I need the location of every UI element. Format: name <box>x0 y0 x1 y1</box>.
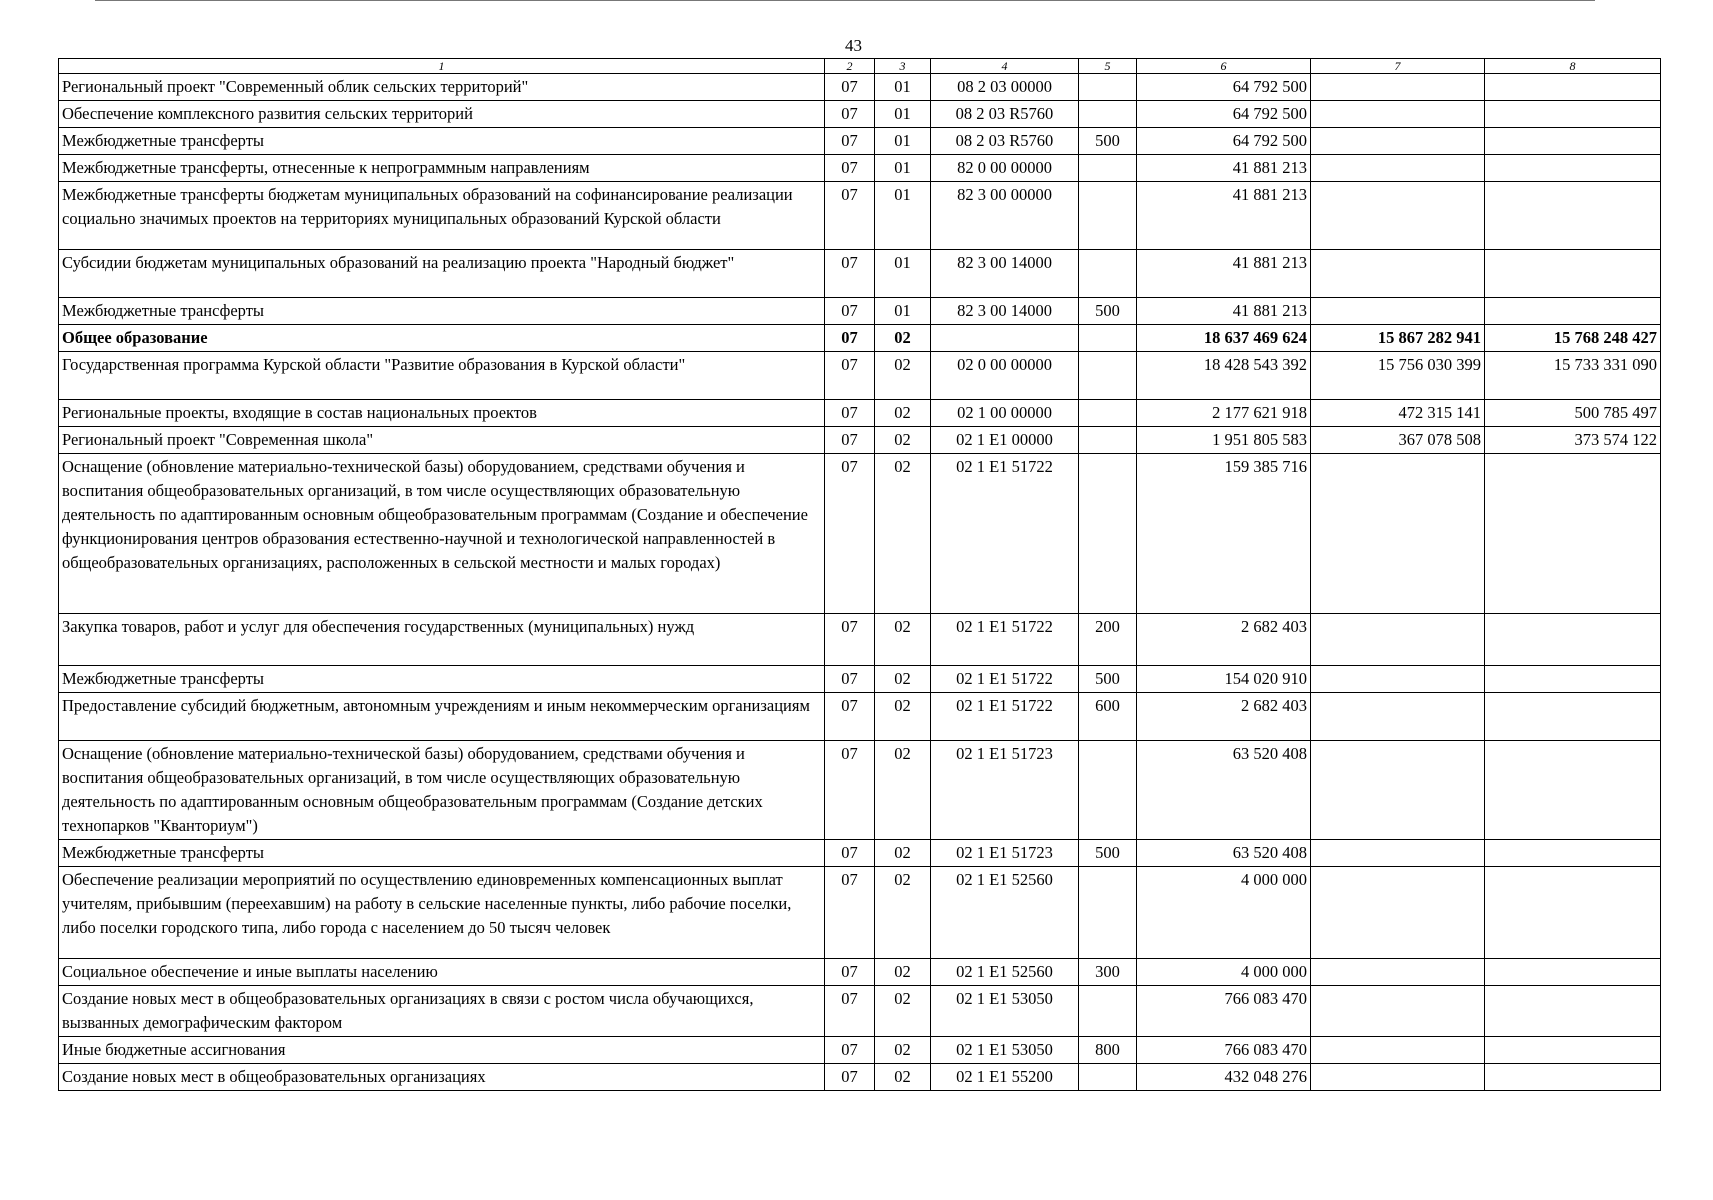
amount-col-8: 373 574 122 <box>1485 427 1661 454</box>
amount-col-8 <box>1485 959 1661 986</box>
column-header: 6 <box>1137 59 1311 74</box>
amount-col-8 <box>1485 182 1661 250</box>
subsection-code: 02 <box>875 1064 931 1091</box>
target-article-code: 02 1 E1 51722 <box>931 693 1079 741</box>
amount-col-6: 154 020 910 <box>1137 666 1311 693</box>
subsection-code: 02 <box>875 614 931 666</box>
column-header: 8 <box>1485 59 1661 74</box>
section-code: 07 <box>825 352 875 400</box>
table-row <box>59 325 1661 352</box>
expense-type-code <box>1079 352 1137 400</box>
amount-col-8 <box>1485 454 1661 614</box>
amount-col-7 <box>1311 250 1485 298</box>
expense-type-code: 500 <box>1079 840 1137 867</box>
amount-col-7 <box>1311 986 1485 1037</box>
section-code: 07 <box>825 867 875 959</box>
amount-col-6: 64 792 500 <box>1137 74 1311 101</box>
target-article-code: 02 1 E1 52560 <box>931 867 1079 959</box>
subsection-code: 02 <box>875 693 931 741</box>
expense-type-code <box>1079 867 1137 959</box>
table-row <box>59 298 1661 325</box>
column-header: 1 <box>59 59 825 74</box>
row-name: Межбюджетные трансферты <box>59 666 825 693</box>
row-name: Общее образование <box>59 325 825 352</box>
row-name: Создание новых мест в общеобразовательных организациях <box>59 1064 825 1091</box>
section-code: 07 <box>825 614 875 666</box>
table-row <box>59 666 1661 693</box>
target-article-code: 08 2 03 R5760 <box>931 101 1079 128</box>
row-name: Создание новых мест в общеобразовательных организациях в связи с ростом числа обучающихся, вызванных демографическим фактором <box>59 986 825 1037</box>
expense-type-code: 200 <box>1079 614 1137 666</box>
amount-col-8 <box>1485 155 1661 182</box>
amount-col-6: 2 177 621 918 <box>1137 400 1311 427</box>
table-row <box>59 182 1661 250</box>
target-article-code: 02 1 E1 52560 <box>931 959 1079 986</box>
section-code: 07 <box>825 155 875 182</box>
section-code: 07 <box>825 182 875 250</box>
amount-col-6: 64 792 500 <box>1137 101 1311 128</box>
amount-col-7 <box>1311 666 1485 693</box>
target-article-code: 82 3 00 14000 <box>931 298 1079 325</box>
table-row <box>59 128 1661 155</box>
amount-col-7: 472 315 141 <box>1311 400 1485 427</box>
amount-col-8: 15 733 331 090 <box>1485 352 1661 400</box>
section-code: 07 <box>825 1064 875 1091</box>
table-row <box>59 867 1661 959</box>
amount-col-8 <box>1485 693 1661 741</box>
target-article-code: 02 1 E1 51723 <box>931 840 1079 867</box>
row-name: Межбюджетные трансферты, отнесенные к непрограммным направлениям <box>59 155 825 182</box>
amount-col-7 <box>1311 1037 1485 1064</box>
target-article-code: 02 1 E1 51723 <box>931 741 1079 840</box>
target-article-code: 08 2 03 R5760 <box>931 128 1079 155</box>
column-header: 5 <box>1079 59 1137 74</box>
amount-col-8 <box>1485 128 1661 155</box>
amount-col-6: 2 682 403 <box>1137 614 1311 666</box>
table-row <box>59 614 1661 666</box>
amount-col-7 <box>1311 614 1485 666</box>
amount-col-7 <box>1311 741 1485 840</box>
table-row <box>59 840 1661 867</box>
subsection-code: 01 <box>875 101 931 128</box>
column-header: 2 <box>825 59 875 74</box>
table-row <box>59 986 1661 1037</box>
subsection-code: 02 <box>875 840 931 867</box>
row-name: Межбюджетные трансферты бюджетам муниципальных образований на софинансирование реализации социально значимых проектов на территориях муниципальных образований Курской области <box>59 182 825 250</box>
amount-col-6: 41 881 213 <box>1137 250 1311 298</box>
row-name: Региональный проект "Современный облик сельских территорий" <box>59 74 825 101</box>
target-article-code <box>931 325 1079 352</box>
subsection-code: 02 <box>875 666 931 693</box>
amount-col-6: 4 000 000 <box>1137 867 1311 959</box>
section-code: 07 <box>825 986 875 1037</box>
amount-col-6: 2 682 403 <box>1137 693 1311 741</box>
amount-col-6: 18 637 469 624 <box>1137 325 1311 352</box>
amount-col-7 <box>1311 959 1485 986</box>
amount-col-8 <box>1485 298 1661 325</box>
section-code: 07 <box>825 693 875 741</box>
amount-col-6: 1 951 805 583 <box>1137 427 1311 454</box>
subsection-code: 02 <box>875 1037 931 1064</box>
amount-col-8 <box>1485 986 1661 1037</box>
row-name: Обеспечение реализации мероприятий по осуществлению единовременных компенсационных выплат учителям, прибывшим (переехавшим) на работу в сельские населенные пункты, либо рабочие поселки, либо поселки городского типа, либо города с населением до 50 тысяч человек <box>59 867 825 959</box>
target-article-code: 02 1 E1 53050 <box>931 986 1079 1037</box>
amount-col-8 <box>1485 840 1661 867</box>
section-code: 07 <box>825 666 875 693</box>
table-row <box>59 1064 1661 1091</box>
row-name: Межбюджетные трансферты <box>59 298 825 325</box>
amount-col-6: 766 083 470 <box>1137 1037 1311 1064</box>
amount-col-7 <box>1311 74 1485 101</box>
amount-col-7: 15 756 030 399 <box>1311 352 1485 400</box>
section-code: 07 <box>825 741 875 840</box>
amount-col-8 <box>1485 101 1661 128</box>
subsection-code: 02 <box>875 325 931 352</box>
row-name: Иные бюджетные ассигнования <box>59 1037 825 1064</box>
amount-col-6: 41 881 213 <box>1137 298 1311 325</box>
expense-type-code <box>1079 101 1137 128</box>
target-article-code: 08 2 03 00000 <box>931 74 1079 101</box>
subsection-code: 02 <box>875 741 931 840</box>
column-header: 3 <box>875 59 931 74</box>
subsection-code: 01 <box>875 74 931 101</box>
target-article-code: 02 1 E1 55200 <box>931 1064 1079 1091</box>
subsection-code: 01 <box>875 155 931 182</box>
subsection-code: 01 <box>875 250 931 298</box>
amount-col-8 <box>1485 1064 1661 1091</box>
amount-col-6: 41 881 213 <box>1137 155 1311 182</box>
expense-type-code <box>1079 74 1137 101</box>
expense-type-code: 800 <box>1079 1037 1137 1064</box>
amount-col-8 <box>1485 1037 1661 1064</box>
expense-type-code <box>1079 454 1137 614</box>
row-name: Региональные проекты, входящие в состав национальных проектов <box>59 400 825 427</box>
subsection-code: 02 <box>875 867 931 959</box>
section-code: 07 <box>825 74 875 101</box>
section-code: 07 <box>825 325 875 352</box>
subsection-code: 02 <box>875 400 931 427</box>
row-name: Социальное обеспечение и иные выплаты населению <box>59 959 825 986</box>
amount-col-6: 63 520 408 <box>1137 741 1311 840</box>
amount-col-7: 15 867 282 941 <box>1311 325 1485 352</box>
row-name: Государственная программа Курской области "Развитие образования в Курской области" <box>59 352 825 400</box>
expense-type-code <box>1079 400 1137 427</box>
subsection-code: 01 <box>875 182 931 250</box>
table-row <box>59 959 1661 986</box>
target-article-code: 82 0 00 00000 <box>931 155 1079 182</box>
amount-col-6: 18 428 543 392 <box>1137 352 1311 400</box>
section-code: 07 <box>825 128 875 155</box>
target-article-code: 82 3 00 00000 <box>931 182 1079 250</box>
amount-col-6: 432 048 276 <box>1137 1064 1311 1091</box>
row-name: Межбюджетные трансферты <box>59 840 825 867</box>
row-name: Предоставление субсидий бюджетным, автономным учреждениям и иным некоммерческим организациям <box>59 693 825 741</box>
amount-col-7 <box>1311 101 1485 128</box>
target-article-code: 02 1 E1 51722 <box>931 454 1079 614</box>
amount-col-6: 4 000 000 <box>1137 959 1311 986</box>
subsection-code: 02 <box>875 454 931 614</box>
expense-type-code: 500 <box>1079 666 1137 693</box>
amount-col-7 <box>1311 155 1485 182</box>
section-code: 07 <box>825 454 875 614</box>
header-row <box>59 59 1661 74</box>
row-name: Обеспечение комплексного развития сельских территорий <box>59 101 825 128</box>
section-code: 07 <box>825 101 875 128</box>
target-article-code: 02 1 E1 00000 <box>931 427 1079 454</box>
table-row <box>59 155 1661 182</box>
amount-col-8 <box>1485 741 1661 840</box>
table-row <box>59 74 1661 101</box>
section-code: 07 <box>825 298 875 325</box>
subsection-code: 01 <box>875 128 931 155</box>
table-row <box>59 352 1661 400</box>
amount-col-8: 15 768 248 427 <box>1485 325 1661 352</box>
expense-type-code <box>1079 182 1137 250</box>
row-name: Оснащение (обновление материально-технической базы) оборудованием, средствами обучения и воспитания общеобразовательных организаций, в том числе осуществляющих образовательную деятельность по адаптированным основным общеобразовательным программам (Создание и обеспечение функционирования центров образования естественно-научной и технологической направленностей в общеобразовательных организациях, расположенных в сельской местности и малых городах) <box>59 454 825 614</box>
budget-table <box>58 58 1661 1091</box>
table-row <box>59 454 1661 614</box>
amount-col-8: 500 785 497 <box>1485 400 1661 427</box>
amount-col-7 <box>1311 182 1485 250</box>
table-row <box>59 400 1661 427</box>
amount-col-7 <box>1311 840 1485 867</box>
row-name: Закупка товаров, работ и услуг для обеспечения государственных (муниципальных) нужд <box>59 614 825 666</box>
target-article-code: 02 1 E1 51722 <box>931 614 1079 666</box>
section-code: 07 <box>825 400 875 427</box>
subsection-code: 02 <box>875 352 931 400</box>
expense-type-code: 500 <box>1079 128 1137 155</box>
column-header: 4 <box>931 59 1079 74</box>
amount-col-7: 367 078 508 <box>1311 427 1485 454</box>
target-article-code: 02 1 E1 53050 <box>931 1037 1079 1064</box>
expense-type-code <box>1079 741 1137 840</box>
target-article-code: 02 1 00 00000 <box>931 400 1079 427</box>
amount-col-7 <box>1311 693 1485 741</box>
expense-type-code <box>1079 1064 1137 1091</box>
amount-col-6: 41 881 213 <box>1137 182 1311 250</box>
table-row <box>59 250 1661 298</box>
subsection-code: 02 <box>875 427 931 454</box>
amount-col-6: 63 520 408 <box>1137 840 1311 867</box>
amount-col-7 <box>1311 454 1485 614</box>
top-rule <box>95 0 1595 1</box>
table-row <box>59 693 1661 741</box>
subsection-code: 02 <box>875 959 931 986</box>
target-article-code: 02 0 00 00000 <box>931 352 1079 400</box>
subsection-code: 01 <box>875 298 931 325</box>
expense-type-code <box>1079 155 1137 182</box>
row-name: Межбюджетные трансферты <box>59 128 825 155</box>
amount-col-7 <box>1311 1064 1485 1091</box>
expense-type-code: 300 <box>1079 959 1137 986</box>
page-number: 43 <box>845 36 862 55</box>
amount-col-6: 766 083 470 <box>1137 986 1311 1037</box>
row-name: Оснащение (обновление материально-технической базы) оборудованием, средствами обучения и воспитания общеобразовательных организаций, в том числе осуществляющих образовательную деятельность по адаптированным основным общеобразовательным программам (Создание детских технопарков "Кванториум") <box>59 741 825 840</box>
target-article-code: 02 1 E1 51722 <box>931 666 1079 693</box>
expense-type-code: 600 <box>1079 693 1137 741</box>
amount-col-8 <box>1485 867 1661 959</box>
table-row <box>59 741 1661 840</box>
amount-col-8 <box>1485 614 1661 666</box>
amount-col-8 <box>1485 250 1661 298</box>
section-code: 07 <box>825 427 875 454</box>
table-row <box>59 427 1661 454</box>
target-article-code: 82 3 00 14000 <box>931 250 1079 298</box>
row-name: Субсидии бюджетам муниципальных образований на реализацию проекта "Народный бюджет" <box>59 250 825 298</box>
amount-col-7 <box>1311 867 1485 959</box>
amount-col-7 <box>1311 128 1485 155</box>
amount-col-7 <box>1311 298 1485 325</box>
column-header: 7 <box>1311 59 1485 74</box>
table-row <box>59 101 1661 128</box>
subsection-code: 02 <box>875 986 931 1037</box>
section-code: 07 <box>825 250 875 298</box>
expense-type-code <box>1079 250 1137 298</box>
section-code: 07 <box>825 1037 875 1064</box>
expense-type-code <box>1079 427 1137 454</box>
section-code: 07 <box>825 840 875 867</box>
section-code: 07 <box>825 959 875 986</box>
table-body <box>59 74 1661 1091</box>
row-name: Региональный проект "Современная школа" <box>59 427 825 454</box>
amount-col-6: 159 385 716 <box>1137 454 1311 614</box>
table-row <box>59 1037 1661 1064</box>
amount-col-8 <box>1485 74 1661 101</box>
expense-type-code <box>1079 325 1137 352</box>
expense-type-code <box>1079 986 1137 1037</box>
amount-col-8 <box>1485 666 1661 693</box>
expense-type-code: 500 <box>1079 298 1137 325</box>
amount-col-6: 64 792 500 <box>1137 128 1311 155</box>
